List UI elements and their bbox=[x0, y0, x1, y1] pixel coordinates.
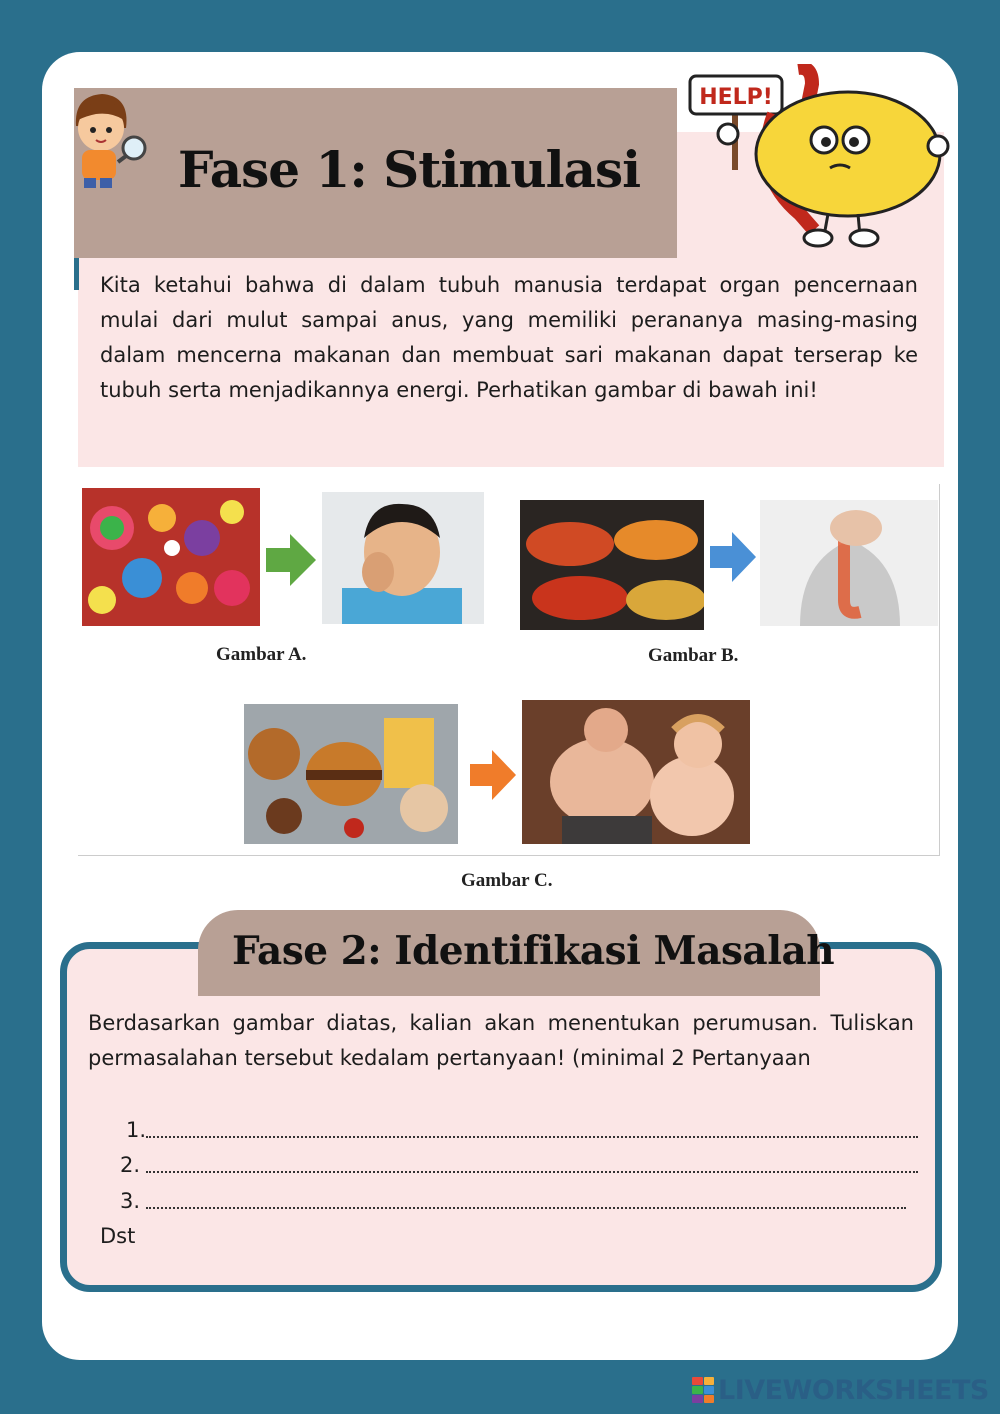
caption-gambar-a: Gambar A. bbox=[216, 644, 307, 665]
answer-line-1[interactable] bbox=[146, 1136, 918, 1138]
question-number-3: 3. bbox=[120, 1189, 141, 1213]
figures-area bbox=[78, 484, 940, 856]
accent-bar bbox=[74, 258, 79, 290]
arrow-right-icon bbox=[710, 532, 756, 582]
answer-line-2[interactable] bbox=[146, 1171, 918, 1173]
toothache-boy-image bbox=[322, 492, 484, 624]
caption-gambar-c: Gambar C. bbox=[461, 870, 553, 891]
candy-image bbox=[82, 488, 260, 626]
arrow-right-icon bbox=[266, 534, 316, 586]
junk-food-image bbox=[244, 704, 458, 844]
question-number-2: 2. bbox=[120, 1153, 141, 1177]
help-sign-text: HELP! bbox=[699, 85, 773, 110]
liveworksheets-brand: LIVEWORKSHEETS bbox=[718, 1374, 989, 1406]
question-number-1: 1. bbox=[126, 1118, 147, 1142]
phase2-paragraph: Berdasarkan gambar diatas, kalian akan menentukan perumusan. Tuliskan permasalahan tersebut kedalam pertanyaan! (minimal 2 Pertanyaan bbox=[88, 1011, 914, 1070]
arrow-right-icon bbox=[470, 750, 516, 800]
liveworksheets-logo-icon bbox=[692, 1377, 714, 1403]
liveworksheets-logo bbox=[692, 1374, 989, 1406]
boy-magnifier-illustration bbox=[56, 86, 148, 194]
phase1-title: Fase 1: Stimulasi bbox=[178, 140, 641, 199]
phase2-title: Fase 2: Identifikasi Masalah bbox=[232, 928, 835, 974]
caption-gambar-b: Gambar B. bbox=[648, 645, 739, 666]
heartburn-image bbox=[760, 500, 938, 626]
obese-children-image bbox=[522, 700, 750, 844]
answer-line-3[interactable] bbox=[146, 1207, 906, 1209]
dst-text: Dst bbox=[100, 1224, 136, 1248]
phase1-paragraph: Kita ketahui bahwa di dalam tubuh manusia terdapat organ pencernaan mulai dari mulut sampai anus, yang memiliki perananya masing-masing dalam mencerna makanan dan membuat sari makanan dapat terserap ke tubuh serta menjadikannya energi. Perhatikan gambar di bawah ini! bbox=[100, 273, 918, 402]
spicy-food-image bbox=[520, 500, 704, 630]
stomach-mascot-illustration bbox=[688, 64, 956, 248]
